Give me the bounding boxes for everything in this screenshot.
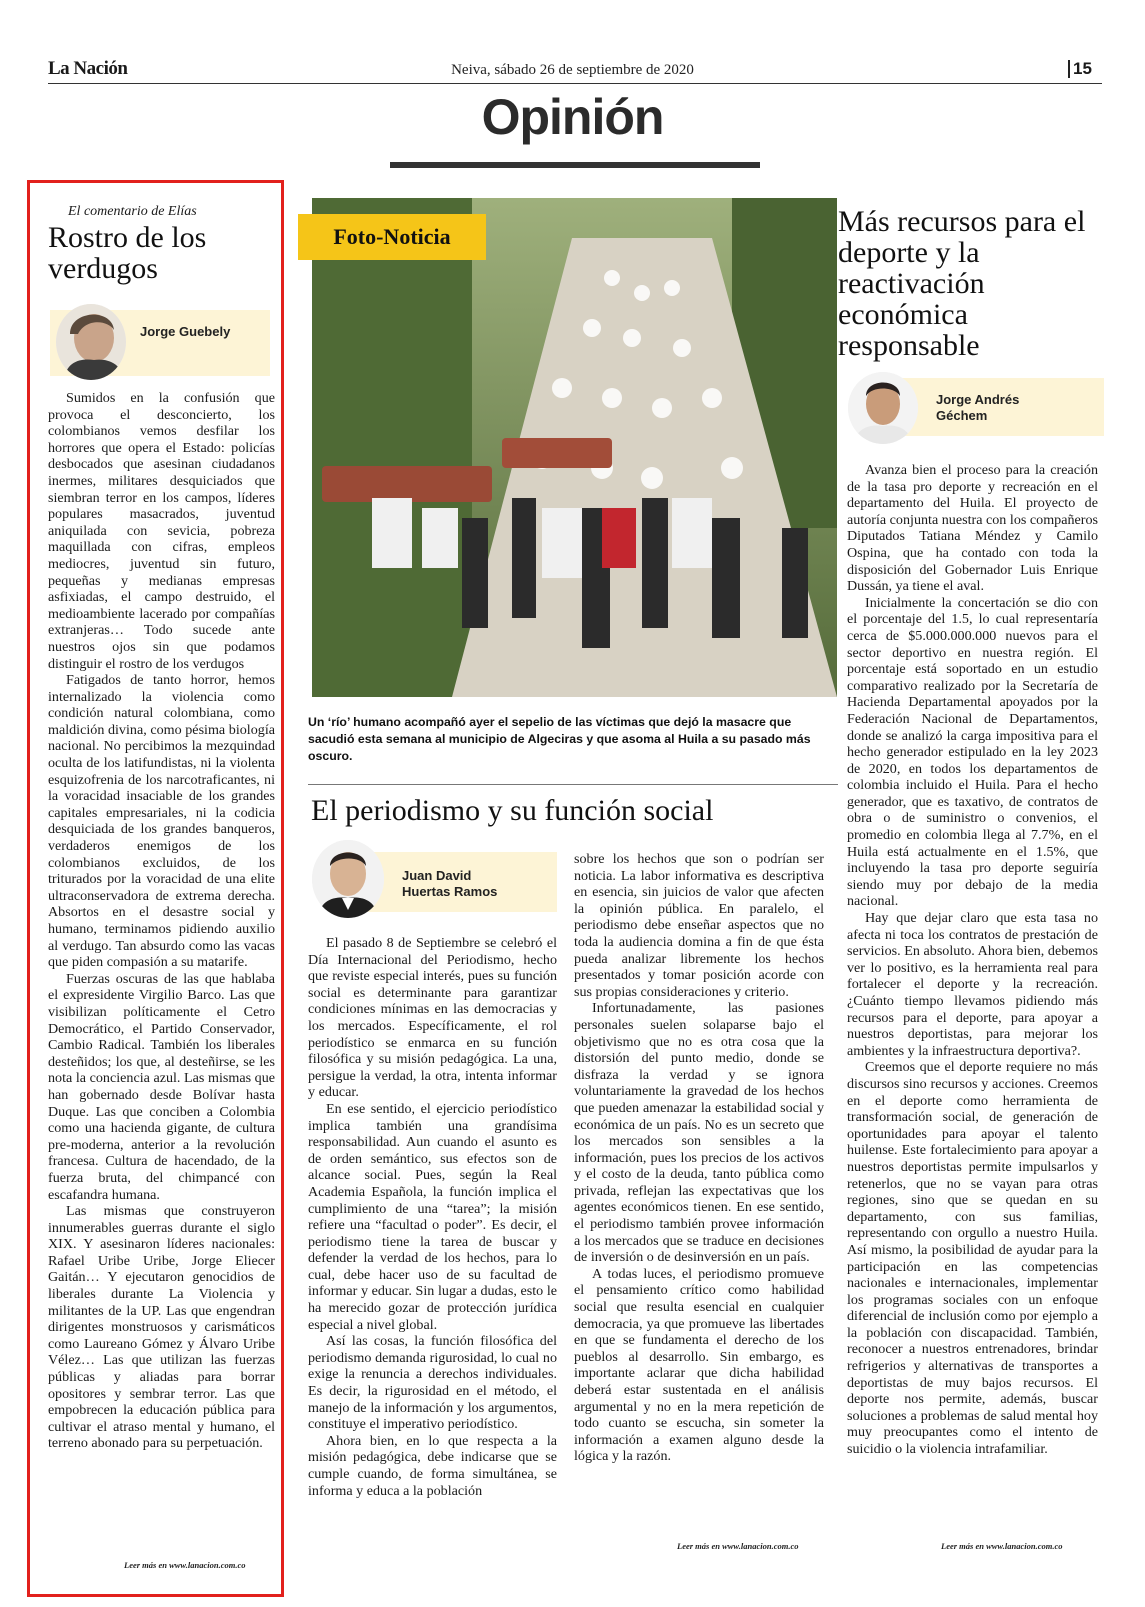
- article-kicker: El comentario de Elías: [68, 204, 197, 219]
- paragraph: Inicialmente la concertación se dio con el porcentaje del 1.5, lo cual representaría cerca de $5.000.000.000 nuevos para el sector deportivo en nuestra región. El porcentaje está soportado en un estudio comparativo realizado por la Secretaría de Hacienda Departamental apoyados por la Federación Nacional de Departamentos, donde se analizó la carga impositiva para el hecho generador estipulado en la ley 2023 de 2020, en todos los departamentos de colombia incluido el Huila. Para el hecho generador, que es taxativo, de contratos de obra o de suministro o convenios, el promedio en colombia llega al 7.7%, en el Huila está actualmente en el 1.5%, que incluyendo la tasa pro deporte seguiría siendo muy por debajo de la media nacional.: [847, 594, 1098, 910]
- paragraph: Las mismas que construyeron innumerables guerras durante el siglo XIX. Y asesinaron líderes nacionales: Rafael Uribe Uribe, Jorge Eliecer Gaitán… Y ejecutaron genocidios de liberales durante La Violencia y militantes de la UP. Las que engendran dirigentes monstruosos y carismáticos como Laureano Gómez y Álvaro Uribe Vélez… Las que utilizan las fuerzas públicas y aliadas para borrar opositores y sembrar terror. Las que empobrecen la educación pública para cultivar el atraso mental y humano, el terreno abonado para su perpetuación.: [48, 1203, 275, 1452]
- author-first-name: Juan David: [402, 868, 472, 883]
- paragraph: Hay que dejar claro que esta tasa no afecta ni toca los contratos de prestación de servicios. En absoluto. Ahora bien, debemos ver lo positivo, es la herramienta real para fortalecer el deporte y la recreación. ¿Cuánto tiempo llevamos pidiendo más recursos para el deporte, para apoyar a nuestros deportistas, para mejorar los ambientes y la infraestructura deportiva?.: [847, 910, 1098, 1059]
- paragraph: Fatigados de tanto horror, hemos internalizado la violencia como condición natural colombiana, como maldición divina, como pésima biología nacional. No percibimos la mezquindad oculta de los latifundistas, ni la violenta esquizofrenia de los narcotraficantes, ni la voracidad insaciable de los grandes capitales empresariales, ni la codicia desquiciada de los grandes banqueros, verdaderos enemigos de los colombianos excluidos, de los triturados por la voracidad de una elite ultraconservadora de extrema derecha. Absortos en el desastre social y humano, terminamos pidiendo auxilio al verdugo. Tan absurdo como las vacas que piden compasión a su matarife.: [48, 672, 275, 971]
- paragraph: Creemos que el deporte requiere no más discursos sino recursos y acciones. Creemos en el deporte como herramienta de transformación social, de generación de oportunidades para apoyar el talento huilense. Este fortalecimiento para apoyar a nuestros deportistas permite impulsarlos y retenerlos, que no se vayan para otras regiones, sino que se quedan en su departamento, con sus familias, representando con orgullo a nuestro Huila. Así mismo, la posibilidad de ayudar para la participación en las competencias nacionales e internacionales, implementar los programas sociales con un enfoque diferencial de inclusión como por ejemplo a la población con discapacidad. También, reconocer a nuestros entrenadores, brindar refrigerios y alternativas de transportes a deportistas de muy bajos recursos. El deporte nos permite, además, buscar soluciones a problemas de salud mental hoy muy preocupantes como el intento de suicidio o la violencia intrafamiliar.: [847, 1059, 1098, 1458]
- article-body: [847, 462, 1098, 1458]
- article-headline: Más recursos para el deporte y la reactivación económica responsable: [838, 205, 1086, 362]
- author-name: [402, 868, 497, 900]
- paragraph: sobre los hechos que son o podrían ser noticia. La labor informativa es descriptiva en esencia, sin juicios de valor que afecten la opinión pública. En paralelo, el periodismo debe enseñar aspectos que no toda la audiencia domina a fin de que ésta pueda analizar libremente los hechos presentados y tomar posición acorde con sus propias consideraciones y criterio.: [574, 851, 824, 1000]
- read-more-link[interactable]: Leer más en www.lanacion.com.co: [124, 1560, 246, 1570]
- article-headline: El periodismo y su función social: [311, 794, 714, 827]
- read-more-link[interactable]: Leer más en www.lanacion.com.co: [677, 1541, 799, 1551]
- foto-noticia-label: Foto-Noticia: [298, 214, 486, 260]
- portrait-icon: [312, 840, 384, 918]
- section-underline: [390, 162, 760, 168]
- author-photo: [312, 840, 384, 918]
- newspaper-logo: La Nación: [48, 58, 128, 79]
- article-body-col2: [574, 851, 824, 1465]
- article-body: [48, 390, 275, 1452]
- author-first-name: Jorge Andrés: [936, 392, 1020, 407]
- news-photo: [312, 198, 837, 697]
- section-divider: [308, 784, 838, 785]
- portrait-icon: [848, 372, 918, 444]
- funeral-crowd-photo: [312, 198, 837, 697]
- author-name: Jorge Guebely: [140, 324, 231, 339]
- author-photo: [848, 372, 918, 444]
- paragraph: Así las cosas, la función filosófica del periodismo demanda rigurosidad, lo cual no exige la renuncia a derechos individuales. Es decir, la rigurosidad en el método, el manejo de la información y los argumentos, constituye el imperativo periodístico.: [308, 1333, 557, 1433]
- article-body-col1: [308, 935, 557, 1499]
- article-headline: Rostro de los verdugos: [48, 221, 207, 285]
- read-more-link[interactable]: Leer más en www.lanacion.com.co: [941, 1541, 1063, 1551]
- masthead-rule: [48, 83, 1102, 84]
- paragraph: En ese sentido, el ejercicio periodístico implica también una grandísima responsabilidad. Aun cuando el asunto es de orden semántico, sus efectos son de alcance social. Pues, según la Real Academia Española, la función implica el cumplimiento de una “tarea”; la misión refiere una “facultad o poder”. Es decir, el periodismo tiene la tarea de buscar y defender la verdad de los hechos, para lo cual, debe hacer uso de su facultad de informar y educar. Sin lugar a dudas, esto le ha merecido gozar de protección jurídica especial a nivel global.: [308, 1100, 557, 1333]
- paragraph: Avanza bien el proceso para la creación de la tasa pro deporte y recreación en el departamento del Huila. El proyecto de autoría conjunta nuestra con los compañeros Diputados Tatiana Méndez y Camilo Ospina, que ha contado con toda la disposición del Gobernador Luis Enrique Dussán, ya tiene el aval.: [847, 462, 1098, 595]
- dateline: Neiva, sábado 26 de septiembre de 2020: [451, 62, 694, 78]
- section-title: Opinión: [481, 89, 664, 145]
- paragraph: Ahora bien, en lo que respecta a la misión pedagógica, debe indicarse que se cumple cuando, de forma simultánea, se informa y educa a la población: [308, 1432, 557, 1499]
- author-name: [936, 392, 1019, 424]
- author-photo: [56, 304, 126, 380]
- photo-caption: Un ‘río’ humano acompañó ayer el sepelio de las víctimas que dejó la masacre que sacudió esta semana al municipio de Algeciras y que asoma al Huila a su pasado más oscuro.: [308, 715, 811, 763]
- paragraph: El pasado 8 de Septiembre se celebró el Día Internacional del Periodismo, hecho que reviste especial interés, pues su función social es determinante para garantizar condiciones mínimas en las democracias y los mercados. Específicamente, el rol periodístico se enmarca en su función filosófica y su misión pedagógica. La una, persigue la verdad, la otra, intenta informar y educar.: [308, 935, 557, 1101]
- paragraph: Fuerzas oscuras de las que hablaba el expresidente Virgilio Barco. Las que visibilizan políticamente el Cetro Democrático, el Partido Conservador, Cambio Radical. También los liberales desteñidos; los que, al desteñirse, se les nota la conciencia azul. Las mismas que han gobernado desde Bolívar hasta Duque. Las que conciben a Colombia como una hacienda gigante, de cultura pre-moderna, anterior a la revolución francesa. Cultura de hacendado, de la fuerza bruta, del chimpancé con escafandra humana.: [48, 970, 275, 1203]
- paragraph: A todas luces, el periodismo promueve el pensamiento crítico como habilidad social que resulta esencial en cualquier democracia, ya que promueve las libertades en que se fundamenta el derecho de los pueblos al desarrollo. Sin embargo, es importante aclarar que dicha habilidad deberá estar sustentada en el análisis argumental y no en la mera repetición de todo cuanto se escucha, sin someter la información a examen alguno desde la lógica y la razón.: [574, 1265, 824, 1465]
- paragraph: Sumidos en la confusión que provoca el desconcierto, los colombianos vemos desfilar los horrores que opera el Estado: policías desbocados que asesinan ciudadanos inermes, militares desquiciados que siembran terror en los campos, líderes populares masacrados, juventud aniquilada con sevicia, pobreza maquillada con cifras, empleos mediocres, juventud sin futuro, pequeñas y medianas empresas asfixiadas, el campo destruido, el medioambiente lacerado por compañías extranjeras… Todo sucede ante nuestros ojos sin que podamos distinguir el rostro de los verdugos: [48, 390, 275, 672]
- portrait-icon: [56, 304, 126, 380]
- author-last-name: Huertas Ramos: [402, 884, 498, 899]
- paragraph: Infortunadamente, las pasiones personales suelen solaparse bajo el objetivismo que no es otra cosa que la distorsión del punto medio, donde se disfraza la verdad y se ignora voluntariamente la gravedad de los hechos que pueden amenazar la estabilidad social y económica de un país. No es un secreto que los mercados son sensibles a la información, pues los precios de los activos y el costo de la deuda, tanto pública como privada, reflejan las expectativas que los agentes económicos tienen. En ese sentido, el periodismo también provee información a los mercados que se traduce en decisiones de inversión o de desinversión en un país.: [574, 1000, 824, 1266]
- author-last-name: Géchem: [936, 408, 988, 423]
- page-number: 15: [1068, 60, 1092, 78]
